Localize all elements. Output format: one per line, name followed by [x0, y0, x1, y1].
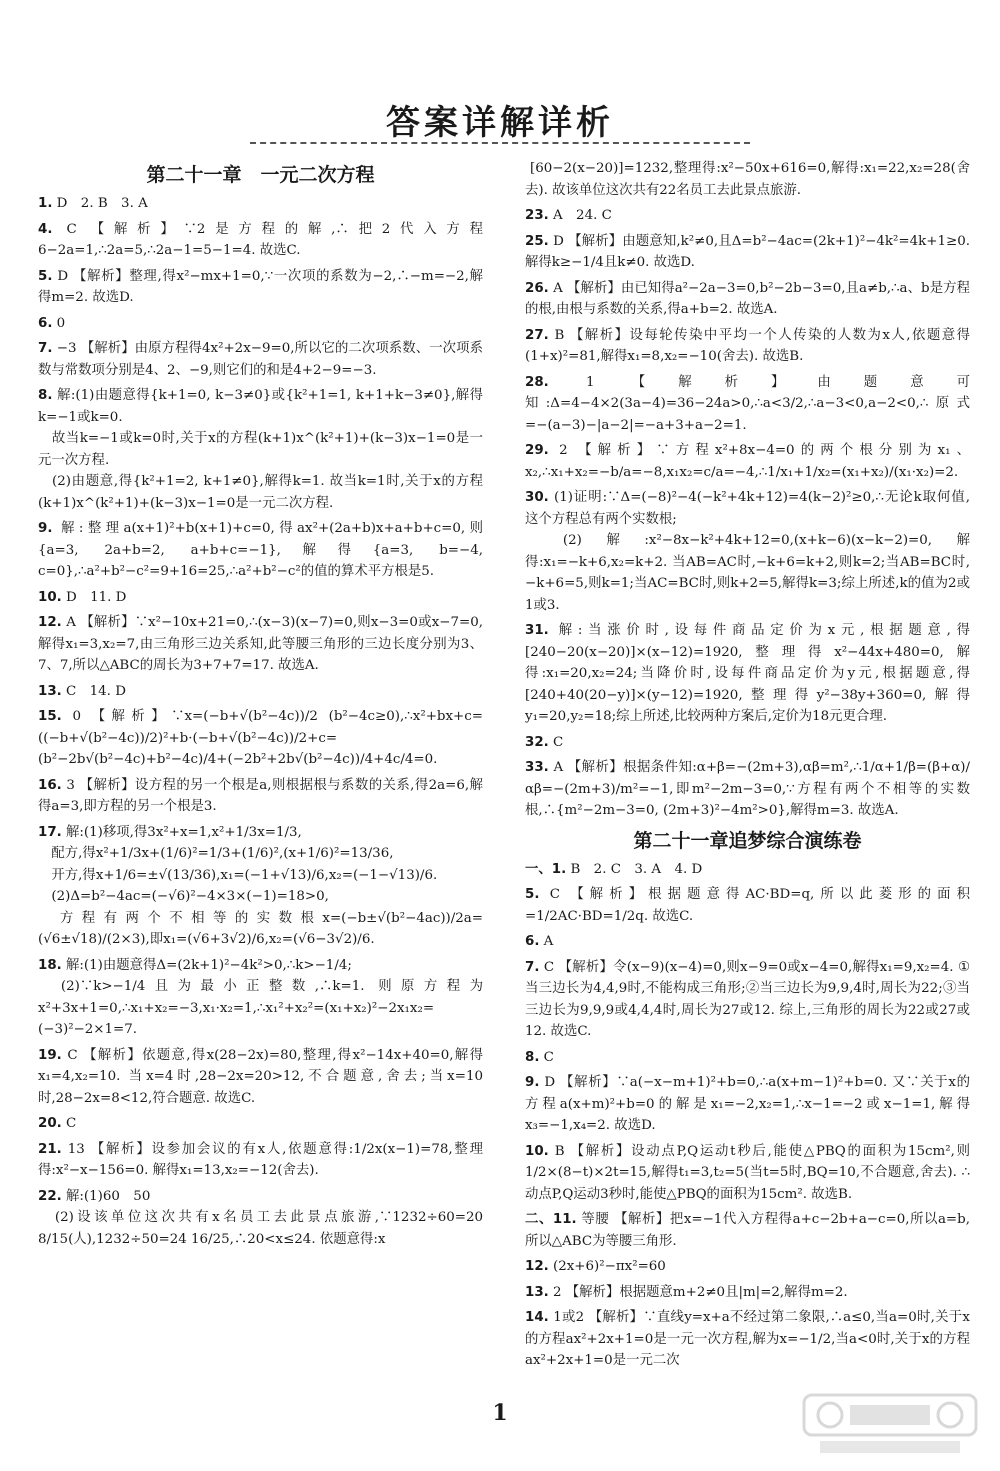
right-column	[525, 158, 975, 1408]
answer-text: (2x+6)²−πx²=60	[553, 1259, 666, 1274]
answer-entry	[525, 158, 970, 201]
answer-entry	[525, 1282, 970, 1304]
answer-text: 2 【解析】根据题意m+2≠0且|m|=2,解得m=2.	[553, 1284, 848, 1300]
answer-text: D 【解析】由题意知,k²≠0,且Δ=b²−4ac=(2k+1)²−4k²=4k+1≥0. 解得k≥−1/4且k≠0. 故选D.	[525, 233, 975, 270]
answer-text: 解:整理a(x+1)²+b(x+1)+c=0,得ax²+(2a+b)x+a+b+c=0,则{a=3, 2a+b=2, a+b+c=−1},解得{a=3, b=−4, c=0},∴a²+b²−c²=9+16=25,∴a²+b²−c²的值的算术平方根是5.	[38, 521, 488, 579]
answer-entry	[38, 955, 483, 1041]
chapter-heading: 第二十一章 一元二次方程	[146, 164, 375, 186]
question-number: 二、11.	[525, 1212, 577, 1227]
answer-text: C	[66, 1116, 77, 1131]
answer-entry	[38, 219, 483, 262]
answer-text: 1或2 【解析】∵直线y=x+a不经过第二象限,∴a≤0,当a=0时,关于x的方程ax²+2x+1=0是一元一次方程,解为x=−1/2,当a<0时,关于x的方程ax²+2x+1=0是一元二次	[525, 1310, 970, 1368]
answer-entry	[525, 1209, 970, 1252]
answer-entry	[38, 822, 483, 951]
answer-text: 13 【解析】设参加会议的有x人,依题意得:1/2x(x−1)=78,整理得:x²−x−156=0. 解得x₁=13,x₂=−12(舍去).	[38, 1141, 483, 1178]
answer-text: A 【解析】根据条件知:α+β=−(2m+3),αβ=m²,∴1/α+1/β=(β+α)/αβ=−(2m+3)/m²=−1,即m²−2m−3=0,∵方程有两个不相等的实数根,∴{m²−2m−3=0, (2m+3)²−4m²>0},解得m=3. 故选A.	[525, 760, 970, 818]
question-number: 6.	[525, 934, 540, 949]
answer-text: A 【解析】∵x²−10x+21=0,∴(x−3)(x−7)=0,则x−3=0或x−7=0,解得x₁=3,x₂=7,由三角形三边关系知,此等腰三角形的三边长度分别为3、7、7,所以△ABC的周长为3+7+7=17. 故选A.	[38, 615, 483, 673]
question-number: 13.	[38, 683, 62, 699]
right-answer-list-a	[525, 158, 975, 822]
answer-entry	[525, 732, 970, 754]
question-number: 5.	[525, 887, 540, 902]
answer-text: 解:(1)由题意得Δ=(2k+1)²−4k²>0,∴k>−1/4; (2)∵k>−1/4且为最小正整数,∴k=1. 则原方程为x²+3x+1=0,∴x₁+x₂=−3,x₁·x₂=1,∴x₁²+x₂²=(x₁+x₂)²−2x₁x₂=(−3)²−2×1=7.	[38, 957, 483, 1037]
question-number: 33.	[525, 760, 549, 775]
question-number: 7.	[38, 341, 53, 356]
question-number: 14.	[525, 1310, 549, 1325]
answer-entry	[38, 338, 483, 381]
answer-text: −3 【解析】由原方程得4x²+2x−9=0,所以它的二次项系数、一次项系数与常数项分别是4、2、−9,则它们的和是4+2−9=−3.	[38, 341, 483, 378]
answer-text: 解:(1)60 50 (2)设该单位这次共有x名员工去此景点旅游,∵1232÷60=20 8/15(人),1232÷50=24 16/25,∴20<x≤24. 依题意得:x	[38, 1188, 483, 1247]
answer-text: D 2. B 3. A	[56, 196, 148, 211]
question-number: 19.	[38, 1047, 62, 1063]
question-number: 13.	[525, 1284, 549, 1300]
left-answer-list	[38, 193, 488, 1250]
answer-text: C 【解析】依题意,得x(28−2x)=80,整理,得x²−14x+40=0,解得x₁=4,x₂=10. 当x=4时,28−2x=20>12,不合题意,舍去;当x=10时,28−2x=8<12,符合题意. 故选C.	[38, 1047, 483, 1106]
answer-text: [60−2(x−20)]=1232,整理得:x²−50x+616=0,解得:x₁=22,x₂=28(舍去). 故该单位这次共有22名员工去此景点旅游.	[525, 161, 970, 198]
answer-entry	[38, 313, 483, 335]
answer-entry	[525, 487, 970, 616]
answer-text: 解:当涨价时,设每件商品定价为x元,根据题意,得[240−20(x−20)]×(x−12)=1920,整理得x²−44x+480=0,解得:x₁=20,x₂=24;当降价时,设每件商品定价为y元,根据题意,得[240+40(20−y)]×(y−12)=1920,整理得y²−38y+360=0,解得y₁=20,y₂=18;综上所述,比较两种方案后,定价为18元更合理.	[525, 623, 970, 724]
answer-text: 0	[56, 315, 66, 331]
question-number: 8.	[525, 1049, 540, 1065]
question-number: 12.	[525, 1259, 549, 1274]
answer-entry	[525, 1072, 970, 1137]
question-number: 20.	[38, 1116, 62, 1131]
watermark-logo-icon	[800, 1389, 980, 1459]
answer-text: 1 【解析】由题意可知:Δ=4−4×2(3a−4)=36−24a>0,∴a<3/2,∴a−3<0,a−2<0,∴原式=−(a−3)−|a−2|=−a+3+a−2=1.	[525, 374, 970, 433]
answer-entry	[38, 1045, 483, 1110]
answer-text: C	[543, 1049, 554, 1065]
answer-text: D 11. D	[66, 589, 127, 605]
answer-text: (1)证明:∵Δ=(−8)²−4(−k²+4k+12)=4(k−2)²≥0,∴无论k取何值,这个方程总有两个实数根; (2)解:x²−8x−k²+4k+12=0,(x+k−6)(x−k−2)=0,解得:x₁=−k+6,x₂=k+2. 当AB=AC时,−k+6=k+2,则k=2;当AB=BC时,−k+6=5,则k=1;当AC=BC时,则k+2=5,解得k=3;综上所述,k的值为2或1或3.	[525, 490, 970, 613]
answer-text: D 【解析】∵a(−x−m+1)²+b=0,∴a(x+m−1)²+b=0. 又∵关于x的方程a(x+m)²+b=0的解是x₁=−2,x₂=1,∴x−1=−2或x−1=1,解得x₃=−1,x₄=2. 故选D.	[525, 1075, 970, 1133]
answer-text: A 24. C	[553, 208, 612, 223]
answer-entry	[525, 859, 970, 881]
question-number: 30.	[525, 490, 549, 505]
answer-entry	[525, 931, 970, 953]
question-number: 12.	[38, 615, 62, 630]
answer-entry	[38, 385, 483, 514]
answer-text: 0 【解析】∵x=(−b+√(b²−4c))/2 (b²−4c≥0),∴x²+bx+c=((−b+√(b²−4c))/2)²+b·(−b+√(b²−4c))/2+c=(b²−2b√(b²−4c)+b²−4c)/4+(−2b²+2b√(b²−4c))/4+4c/4=0.	[38, 709, 483, 767]
answer-text: 解:(1)移项,得3x²+x=1,x²+1/3x=1/3, 配方,得x²+1/3x+(1/6)²=1/3+(1/6)²,(x+1/6)²=13/36, 开方,得x+1/6=±√(13/36),x₁=(−1+√13)/6,x₂=(−1−√13)/6. (2)Δ=b²−4ac=(−√6)²−4×3×(−1)=18>0, 方程有两个不相等的实数根x=(−b±√(b²−4ac))/2a=(√6±√18)/(2×3),即x₁=(√6+3√2)/6,x₂=(√6−3√2)/6.	[38, 824, 483, 947]
question-number: 10.	[38, 589, 62, 605]
answer-text: A 【解析】由已知得a²−2a−3=0,b²−2b−3=0,且a≠b,∴a、b是方程的根,由根与系数的关系,得a+b=2. 故选A.	[525, 280, 970, 317]
answer-text: D 【解析】整理,得x²−mx+1=0,∵一次项的系数为−2,∴−m=−2,解得m=2. 故选D.	[38, 268, 483, 305]
question-number: 26.	[525, 280, 549, 296]
answer-entry	[38, 1113, 483, 1135]
answer-entry	[38, 612, 483, 677]
question-number: 1.	[38, 196, 53, 211]
answer-text: A	[543, 934, 554, 949]
answer-entry	[525, 440, 970, 483]
answer-text: B 【解析】设动点P,Q运动t秒后,能使△PBQ的面积为15cm²,则1/2×(8−t)×2t=15,解得t₁=3,t₂=5(当t=5时,BQ=10,不合题意,舍去). ∴动点P,Q运动3秒时,能使△PBQ的面积为15cm². 故选B.	[525, 1143, 971, 1202]
title-divider	[250, 142, 750, 144]
answer-entry	[525, 757, 970, 822]
answer-entry	[525, 1256, 970, 1278]
answer-entry	[38, 266, 483, 309]
answer-entry	[525, 372, 970, 437]
answer-entry	[38, 706, 483, 771]
answer-entry	[525, 957, 970, 1043]
answer-entry	[525, 231, 975, 274]
answer-text: C 【解析】∵2是方程的解,∴把2代入方程6−2a=1,∴2a=5,∴2a−1=5−1=4. 故选C.	[38, 221, 484, 258]
left-column	[38, 158, 488, 1408]
question-number: 21.	[38, 1141, 62, 1157]
answer-entry	[38, 775, 483, 818]
question-number: 17.	[38, 824, 62, 840]
question-number: 22.	[38, 1188, 62, 1204]
question-number: 28.	[525, 374, 549, 390]
answer-entry	[525, 620, 970, 728]
question-number: 8.	[38, 388, 53, 403]
answer-entry	[525, 278, 970, 321]
question-number: 一、1.	[525, 861, 567, 877]
answer-entry	[525, 325, 970, 368]
answer-entry	[38, 1186, 483, 1251]
answer-entry	[525, 884, 970, 927]
answer-text: 解:(1)由题意得{k+1=0, k−3≠0}或{k²+1=1, k+1+k−3≠0},解得k=−1或k=0. 故当k=−1或k=0时,关于x的方程(k+1)x^(k²+1)+(k−3)x−1=0是一元一次方程. (2)由题意,得{k²+1=2, k+1≠0},解得k=1. 故当k=1时,关于x的方程(k+1)x^(k²+1)+(k−3)x−1=0是一元二次方程.	[38, 388, 483, 511]
question-number: 4.	[38, 221, 53, 237]
answer-entry	[525, 1141, 970, 1206]
answer-text: 3 【解析】设方程的另一个根是a,则根据根与系数的关系,得2a=6,解得a=3,即方程的另一个根是3.	[38, 777, 483, 814]
answer-entry	[525, 1307, 970, 1372]
answer-text: B 2. C 3. A 4. D	[570, 861, 703, 877]
answer-entry	[38, 193, 483, 215]
question-number: 16.	[38, 777, 62, 793]
right-answer-list-b	[525, 859, 970, 1372]
answer-entry	[38, 1139, 483, 1182]
answer-entry	[38, 518, 488, 583]
answer-entry	[525, 205, 970, 227]
answer-text: C 【解析】令(x−9)(x−4)=0,则x−9=0或x−4=0,解得x₁=9,x₂=4. ①当三边长为4,4,9时,不能构成三角形;②当三边长为9,9,4时,周长为22;③当三边长为9,9,9或4,4,4时,周长为27或12. 综上,三角形的周长为22或27或12. 故选C.	[525, 959, 971, 1039]
page-number: 1	[492, 1400, 508, 1426]
review-heading: 第二十一章追梦综合演练卷	[633, 829, 862, 852]
answer-text: C 14. D	[66, 683, 126, 699]
question-number: 23.	[525, 208, 549, 223]
question-number: 15.	[38, 709, 62, 724]
question-number: 29.	[525, 443, 549, 458]
answer-entry	[38, 681, 483, 703]
answer-entry	[525, 1047, 970, 1069]
answer-text: 等腰 【解析】把x=−1代入方程得a+c−2b+a−c=0,所以a=b,所以△ABC为等腰三角形.	[525, 1212, 970, 1249]
question-number: 32.	[525, 734, 549, 750]
answer-text: 2 【解析】∵方程x²+8x−4=0的两个根分别为x₁、x₂,∴x₁+x₂=−b/a=−8,x₁x₂=c/a=−4,∴1/x₁+1/x₂=(x₁+x₂)/(x₁·x₂)=2.	[525, 443, 970, 480]
question-number: 5.	[38, 268, 53, 284]
question-number: 18.	[38, 957, 62, 973]
answer-text: C 【解析】根据题意得AC·BD=q,所以此菱形的面积=1/2AC·BD=1/2q. 故选C.	[525, 887, 970, 924]
question-number: 9.	[38, 521, 53, 536]
question-number: 31.	[525, 623, 549, 638]
question-number: 10.	[525, 1143, 549, 1159]
question-number: 6.	[38, 315, 53, 331]
question-number: 7.	[525, 959, 540, 975]
answer-text: C	[553, 734, 564, 750]
page-title: 答案详解详析	[386, 103, 614, 143]
question-number: 9.	[525, 1075, 540, 1090]
answer-entry	[38, 587, 483, 609]
question-number: 27.	[525, 327, 549, 343]
question-number: 25.	[525, 233, 549, 249]
answer-text: B 【解析】设每轮传染中平均一个人传染的人数为x人,依题意得(1+x)²=81,解得x₁=8,x₂=−10(舍去). 故选B.	[525, 327, 971, 364]
